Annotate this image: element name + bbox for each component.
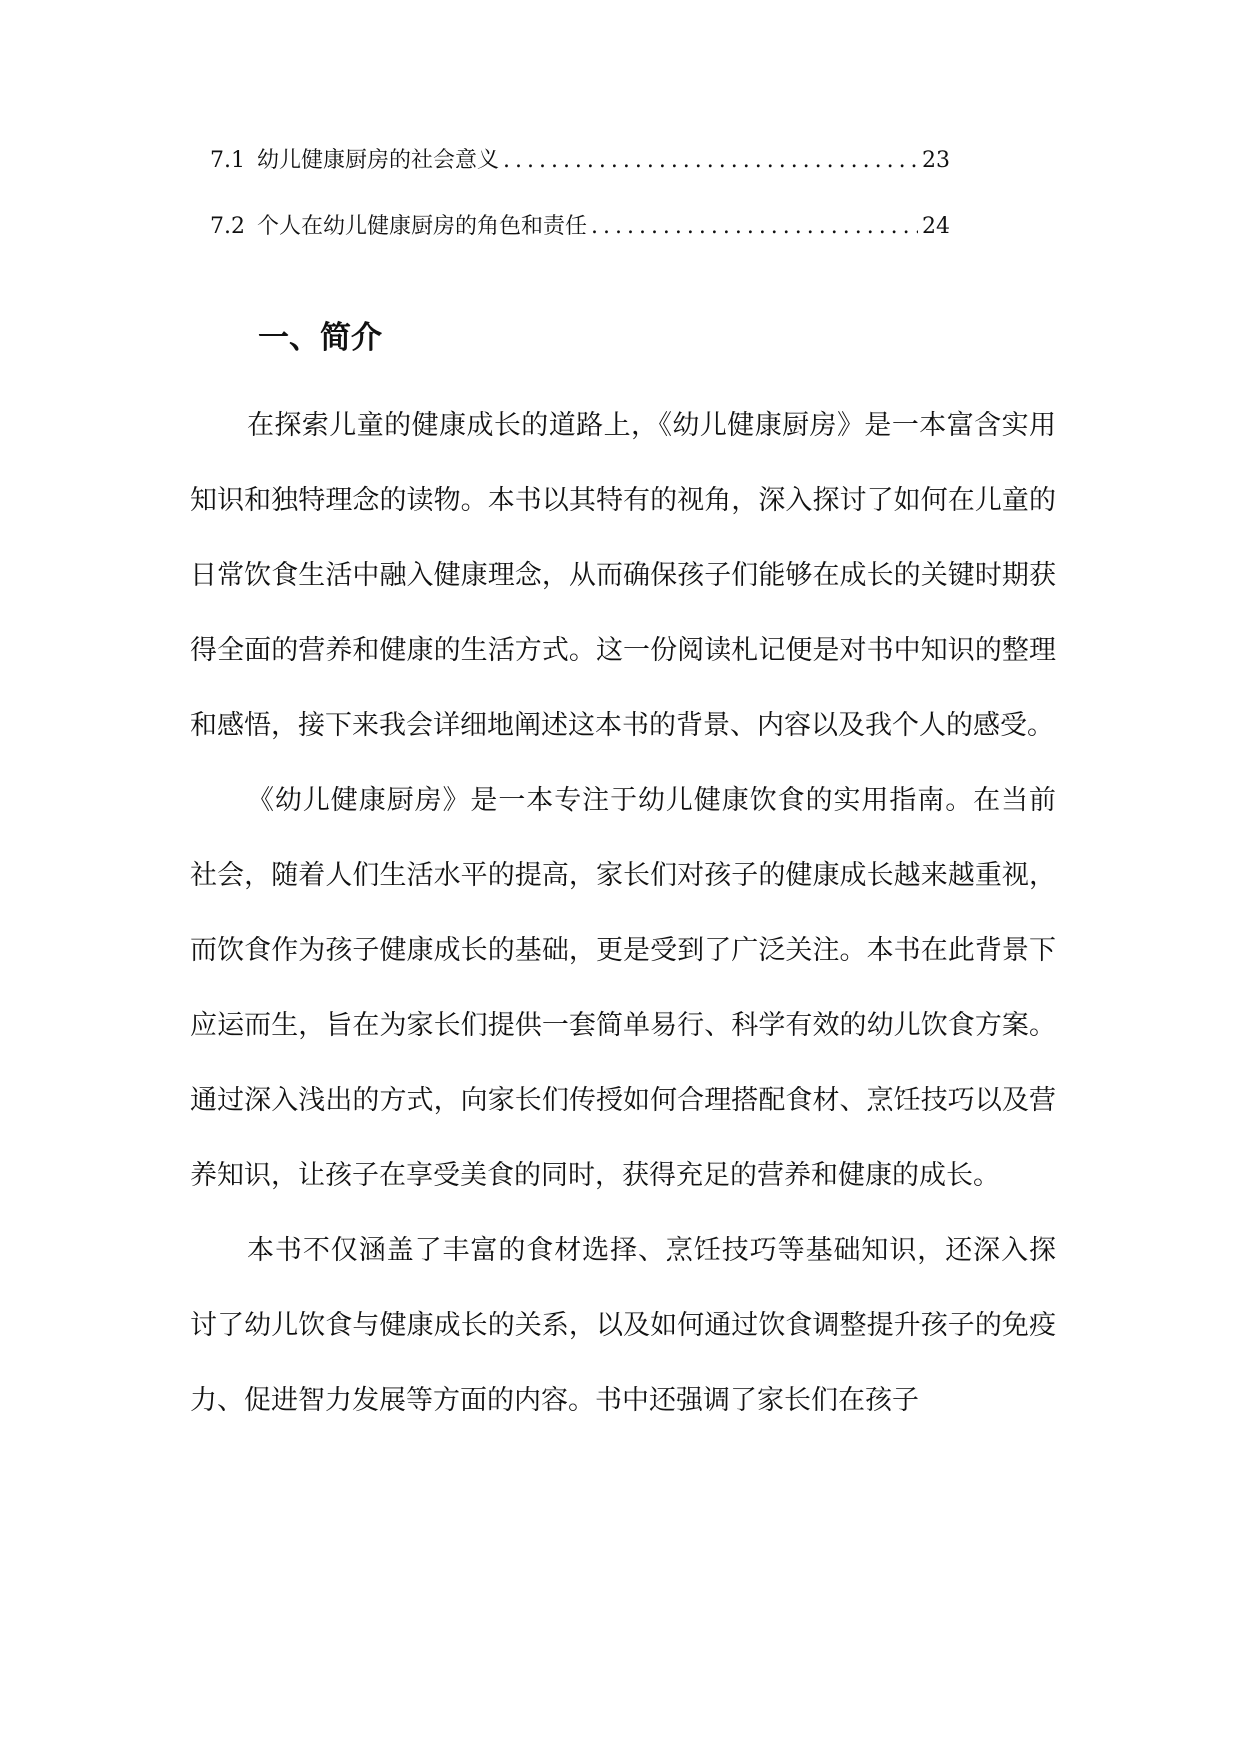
toc-entry[interactable] — [210, 209, 950, 275]
toc-entry-page: 23 — [922, 148, 950, 173]
body-text — [190, 388, 1056, 1438]
toc-entry[interactable] — [210, 143, 950, 209]
paragraph: 本书不仅涵盖了丰富的食材选择、烹饪技巧等基础知识，还深入探讨了幼儿饮食与健康成长的关系，以及如何通过饮食调整提升孩子的免疫力、促进智力发展等方面的内容。书中还强调了家长们在孩子 — [190, 1235, 1056, 1416]
toc-entry-page: 24 — [922, 214, 950, 239]
toc-entry-number: 7.1 — [210, 148, 245, 173]
paragraph: 《幼儿健康厨房》是一本专注于幼儿健康饮食的实用指南。在当前社会，随着人们生活水平的提高，家长们对孩子的健康成长越来越重视，而饮食作为孩子健康成长的基础，更是受到了广泛关注。本书在此背景下应运而生，旨在为家长们提供一套简单易行、科学有效的幼儿饮食方案。通过深入浅出的方式，向家长们传授如何合理搭配食材、烹饪技巧以及营养知识，让孩子在享受美食的同时，获得充足的营养和健康的成长。 — [190, 785, 1056, 1191]
toc-leader-dots — [503, 148, 918, 173]
section-heading: 一、简介 — [258, 320, 382, 356]
toc-entry-number: 7.2 — [210, 214, 245, 239]
toc-entry-title: 个人在幼儿健康厨房的角色和责任 — [257, 214, 588, 239]
toc-entry-title: 幼儿健康厨房的社会意义 — [257, 148, 500, 173]
toc-leader-dots — [591, 214, 918, 239]
table-of-contents — [210, 143, 950, 275]
paragraph: 在探索儿童的健康成长的道路上，《幼儿健康厨房》是一本富含实用知识和独特理念的读物。本书以其特有的视角，深入探讨了如何在儿童的日常饮食生活中融入健康理念，从而确保孩子们能够在成长的关键时期获得全面的营养和健康的生活方式。这一份阅读札记便是对书中知识的整理和感悟，接下来我会详细地阐述这本书的背景、内容以及我个人的感受。 — [190, 410, 1056, 741]
